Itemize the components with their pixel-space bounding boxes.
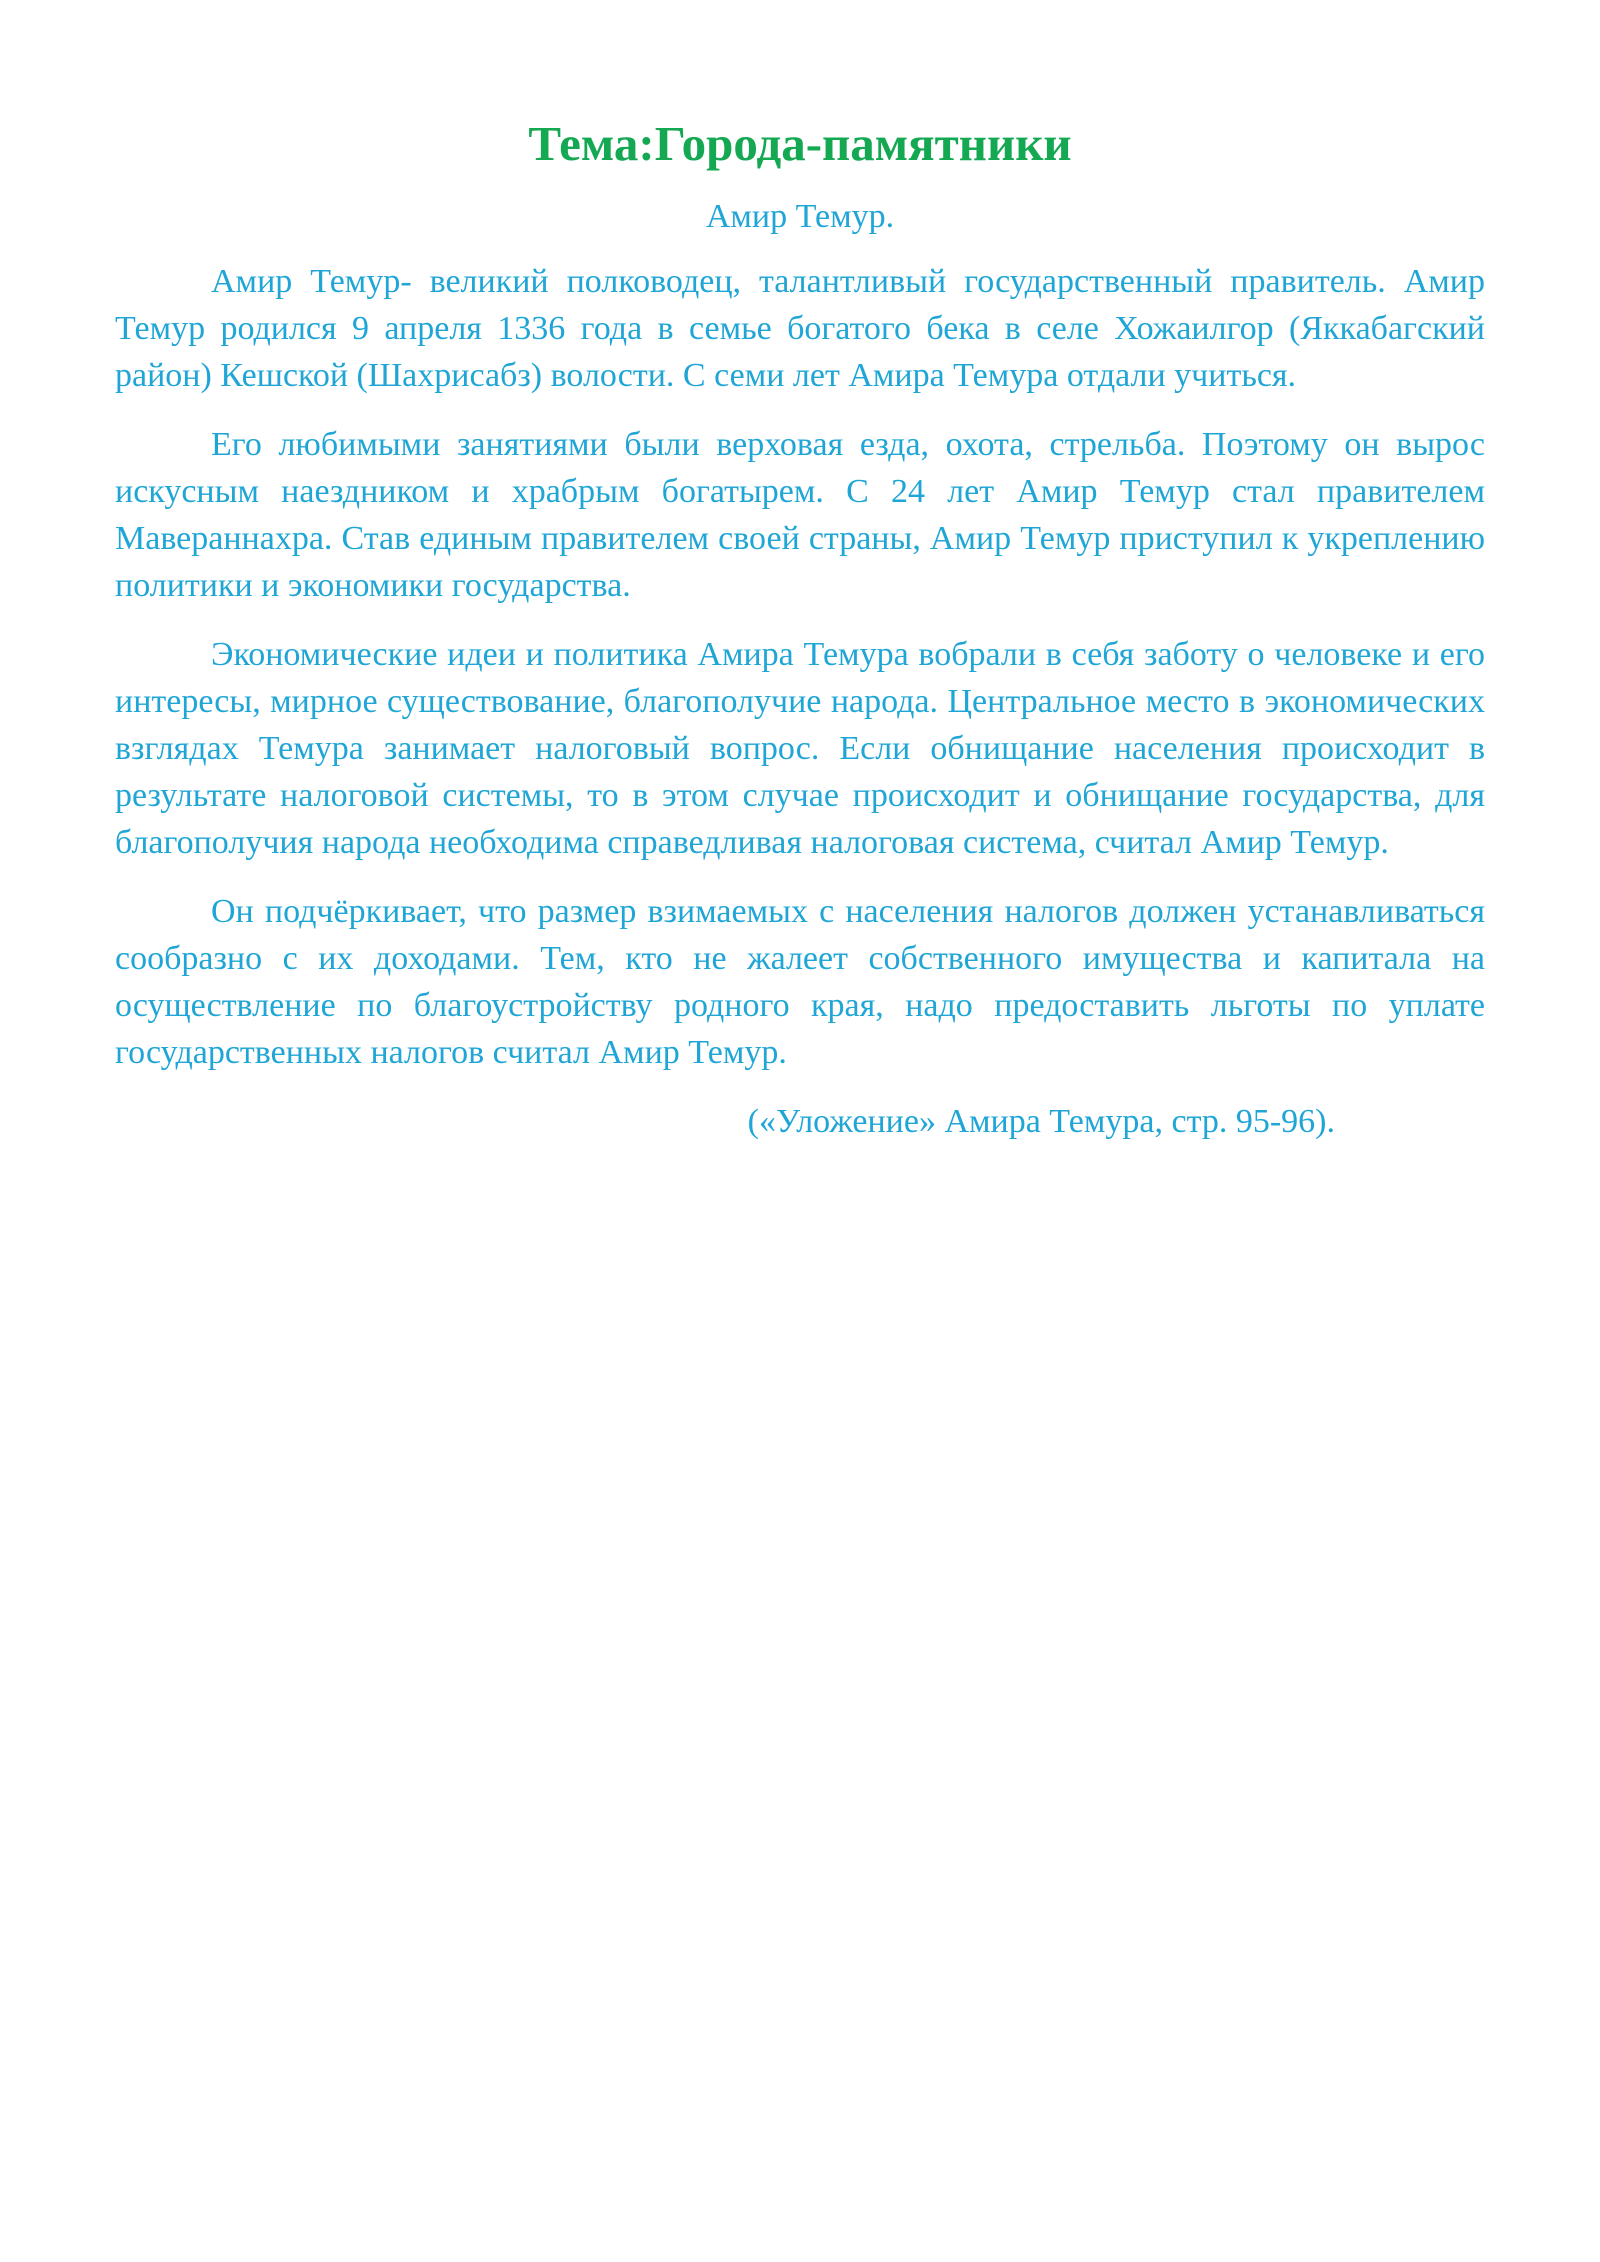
paragraph-4: Он подчёркивает, что размер взимаемых с населения налогов должен устанавливаться сообразно с их доходами. Тем, кто не жалеет собственного имущества и капитала на осуществление по благоустройству родного края, надо предоставить льготы по уплате государственных налогов считал Амир Темур. <box>115 892 1485 1071</box>
paragraph-3: Экономические идеи и политика Амира Темура вобрали в себя заботу о человеке и его интересы, мирное существование, благополучие народа. Центральное место в экономических взглядах Темура занимает налоговый вопрос. Если обнищание населения происходит в результате налоговой системы, то в этом случае происходит и обнищание государства, для благополучия народа необходима справедливая налоговая система, считал Амир Темур. <box>115 635 1485 861</box>
document-title: Тема:Города-памятники <box>528 116 1072 171</box>
citation: («Уложение» Амира Темура, стр. 95-96). <box>747 1102 1335 1140</box>
document-subtitle: Амир Темур. <box>705 197 895 235</box>
document-body <box>115 112 1485 1145</box>
paragraph-1: Амир Темур- великий полководец, талантливый государственный правитель. Амир Темур родился 9 апреля 1336 года в семье богатого бека в селе Хожаилгор (Яккабагский район) Кешской (Шахрисабз) волости. С семи лет Амира Темура отдали учиться. <box>115 262 1485 394</box>
paragraph-2: Его любимыми занятиями были верховая езда, охота, стрельба. Поэтому он вырос искусным наездником и храбрым богатырем. С 24 лет Амир Темур стал правителем Мавераннахра. Став единым правителем своей страны, Амир Темур приступил к укреплению политики и экономики государства. <box>115 425 1485 604</box>
